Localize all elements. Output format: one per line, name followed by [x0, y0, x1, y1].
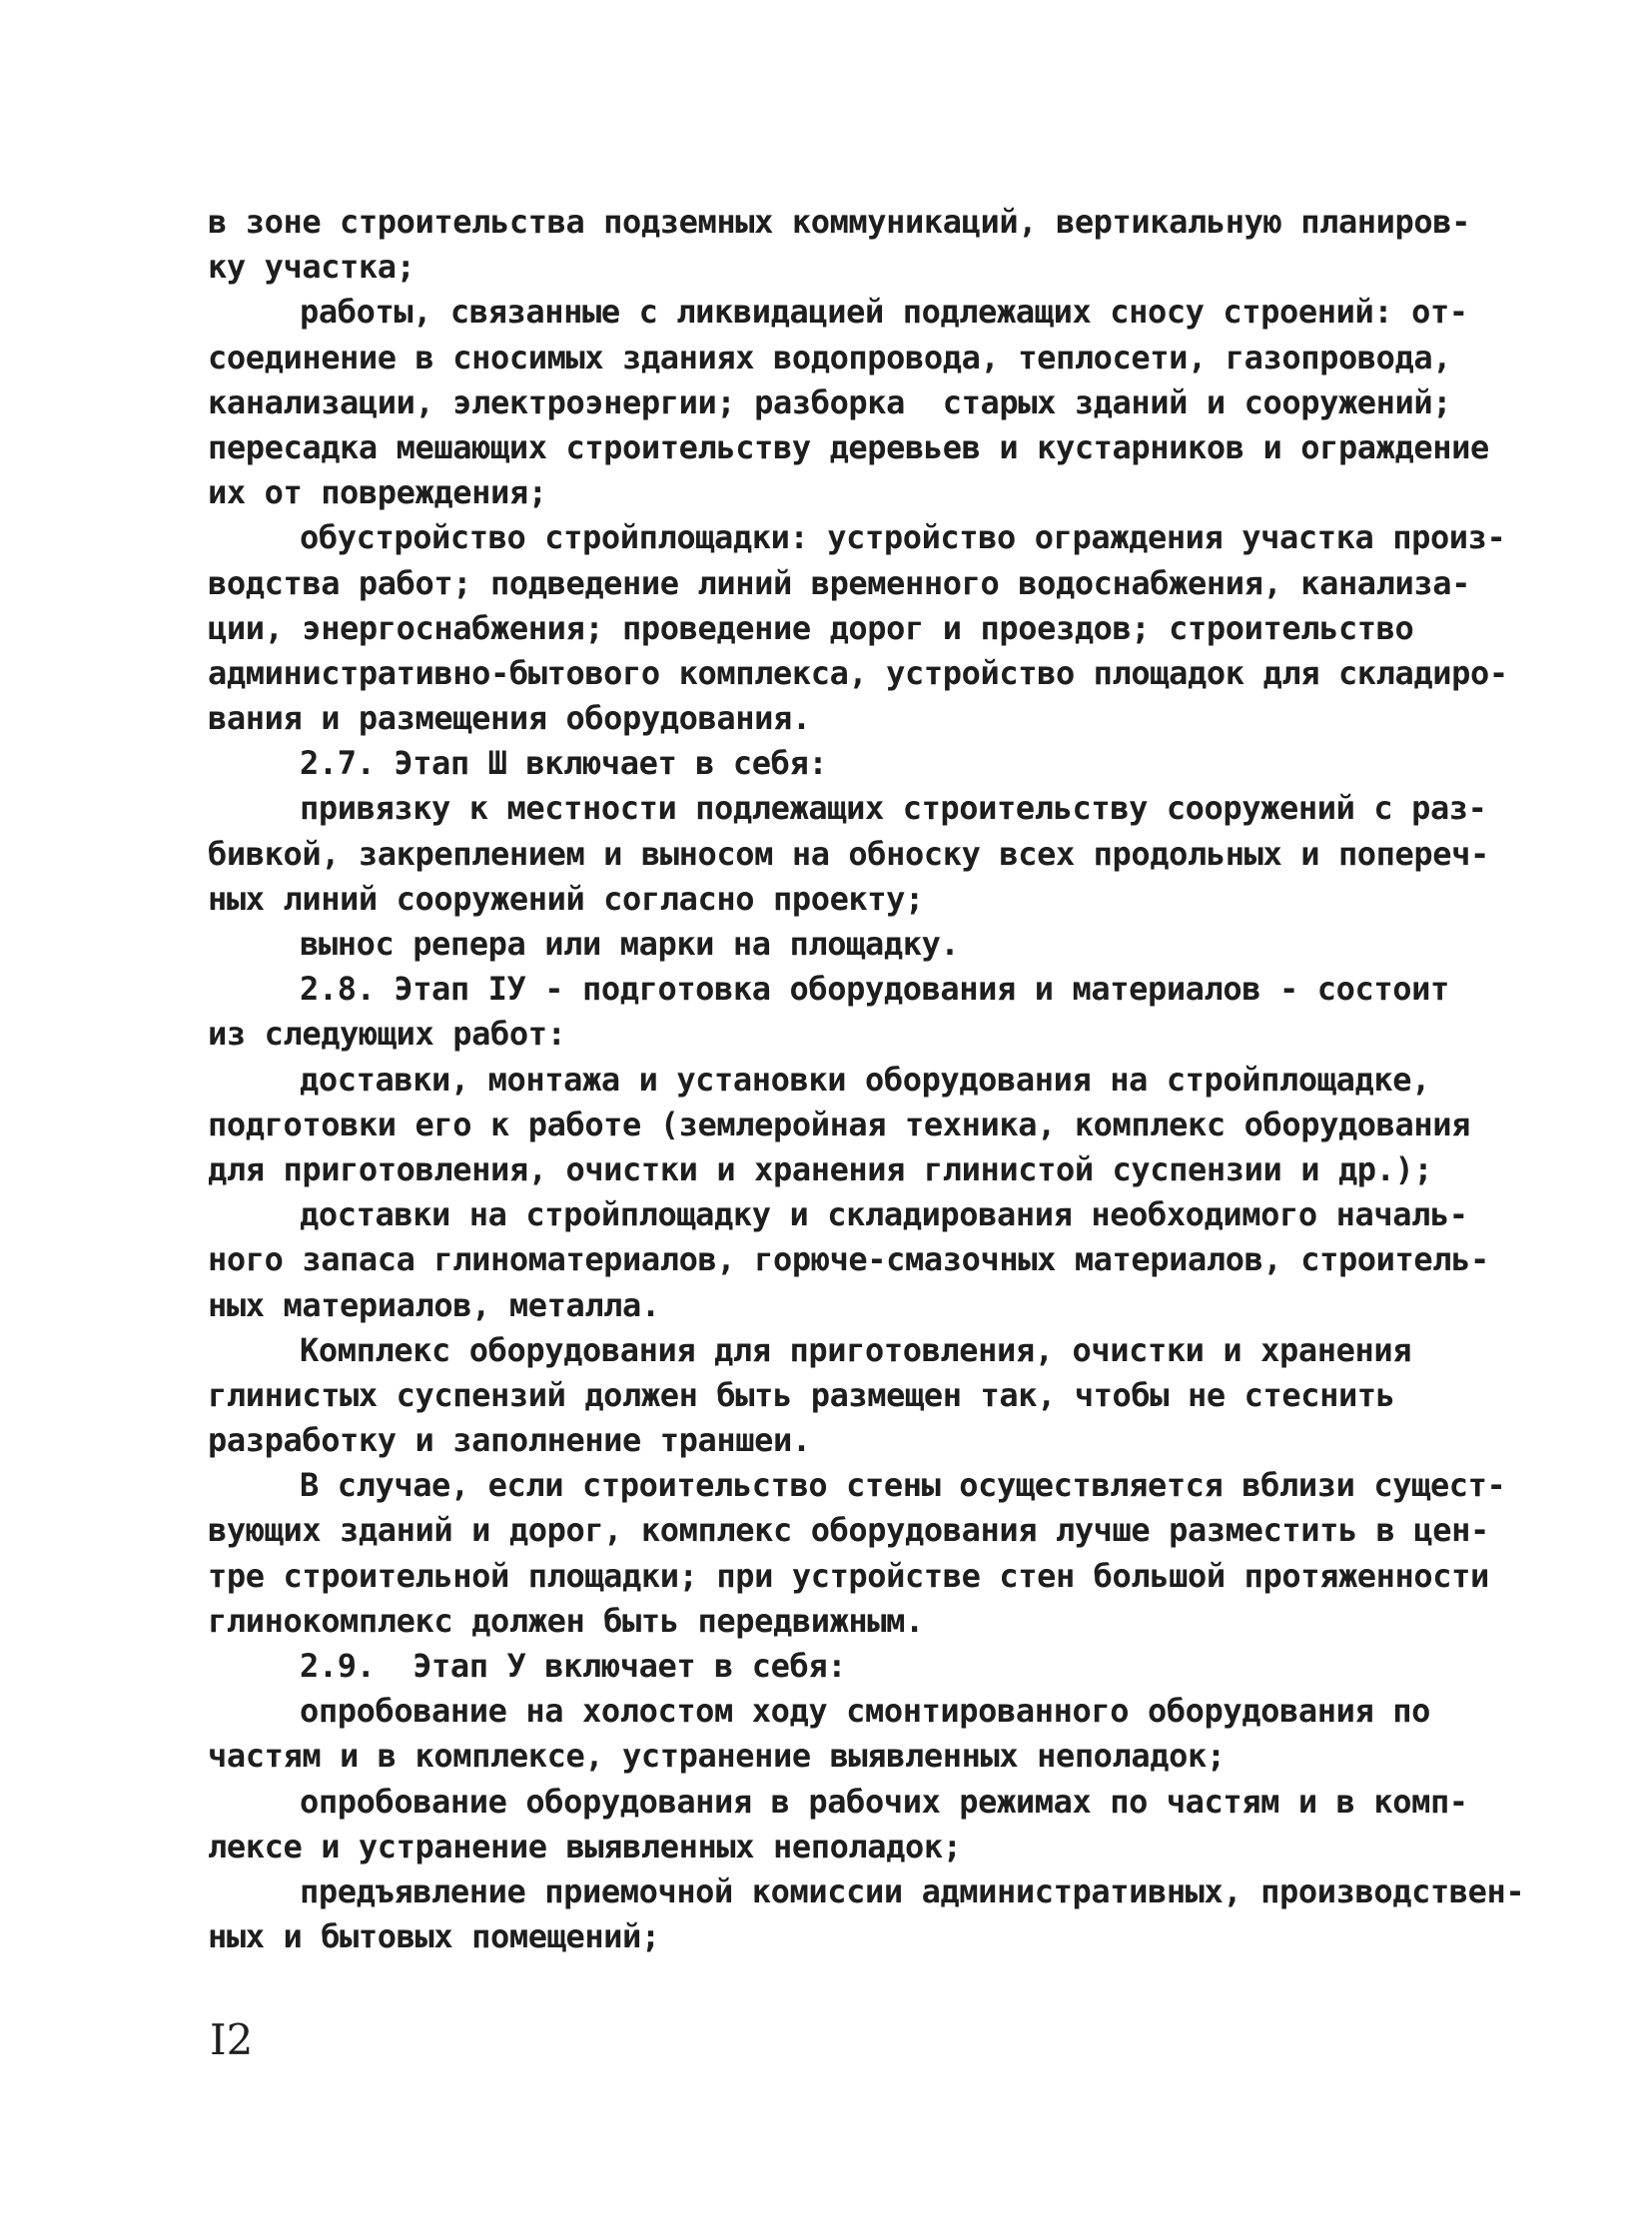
text-line: предъявление приемочной комиссии административных, производствен- — [300, 1871, 1525, 1910]
text-line: вания и размещения оборудования. — [208, 699, 811, 738]
text-line: ного запаса глиноматериалов, горюче-смазочных материалов, строитель- — [208, 1240, 1489, 1279]
text-line: доставки, монтажа и установки оборудования на стройплощадке, — [300, 1060, 1430, 1099]
text-line: разработку и заполнение траншеи. — [208, 1421, 811, 1460]
text-line: ции, энергоснабжения; проведение дорог и проездов; строительство — [208, 608, 1414, 647]
text-line: работы, связанные с ликвидацией подлежащих сносу строений: от- — [300, 293, 1468, 332]
text-line: лексе и устранение выявленных неполадок; — [208, 1827, 962, 1866]
text-line: вующих зданий и дорог, комплекс оборудования лучше разместить в цен- — [208, 1511, 1489, 1550]
text-line: Комплекс оборудования для приготовления, очистки и хранения — [300, 1330, 1412, 1369]
text-line: ку участка; — [208, 248, 415, 287]
text-line: глинокомплекс должен быть передвижным. — [208, 1601, 924, 1640]
text-line: глинистых суспензий должен быть размещен так, чтобы не стеснить — [208, 1375, 1395, 1414]
section-heading-2-8: 2.8. Этап IУ - подготовка оборудования и материалов - состоит — [300, 970, 1449, 1009]
text-line: канализации, электроэнергии; разборка старых зданий и сооружений; — [208, 382, 1452, 421]
text-line: В случае, если строительство стены осуществляется вблизи сущест- — [300, 1466, 1506, 1505]
text-line: привязку к местности подлежащих строительству сооружений с раз- — [300, 789, 1487, 828]
text-line: ных линий сооружений согласно проекту; — [208, 879, 924, 918]
text-line: соединение в сносимых зданиях водопровода, теплосети, газопровода, — [208, 338, 1452, 376]
text-line: подготовки его к работе (землеройная техника, комплекс оборудования — [208, 1105, 1470, 1143]
section-heading-2-7: 2.7. Этап Ш включает в себя: — [300, 744, 828, 783]
text-line: административно-бытового комплекса, устройство площадок для складиро- — [208, 653, 1508, 692]
text-line: доставки на стройплощадку и складирования необходимого началь- — [300, 1195, 1468, 1234]
text-line: вынос репера или марки на площадку. — [300, 925, 960, 963]
text-line: пересадка мешающих строительству деревьев и кустарников и ограждение — [208, 427, 1489, 466]
text-line: из следующих работ: — [208, 1015, 566, 1054]
text-line: в зоне строительства подземных коммуникаций, вертикальную планиров- — [208, 203, 1470, 241]
text-line: опробование оборудования в рабочих режимах по частям и в комп- — [300, 1782, 1468, 1821]
text-line: обустройство стройплощадки: устройство ограждения участка произ- — [300, 518, 1506, 557]
text-line: тре строительной площадки; при устройстве стен большой протяженности — [208, 1556, 1489, 1595]
section-heading-2-9: 2.9. Этап У включает в себя: — [300, 1647, 847, 1685]
text-line: опробование на холостом ходу смонтированного оборудования по — [300, 1692, 1430, 1731]
text-line: водства работ; подведение линий временного водоснабжения, канализа- — [208, 563, 1470, 602]
text-line: бивкой, закреплением и выносом на обноску всех продольных и попереч- — [208, 834, 1489, 873]
document-body — [208, 200, 1525, 1959]
text-line: их от повреждения; — [208, 473, 547, 512]
page-number: I2 — [210, 2015, 254, 2064]
text-line: частям и в комплексе, устранение выявленных неполадок; — [208, 1737, 1226, 1776]
text-line: ных материалов, металла. — [208, 1285, 660, 1324]
text-line: ных и бытовых помещений; — [208, 1917, 660, 1956]
text-line: для приготовления, очистки и хранения глинистой суспензии и др.); — [208, 1149, 1433, 1188]
